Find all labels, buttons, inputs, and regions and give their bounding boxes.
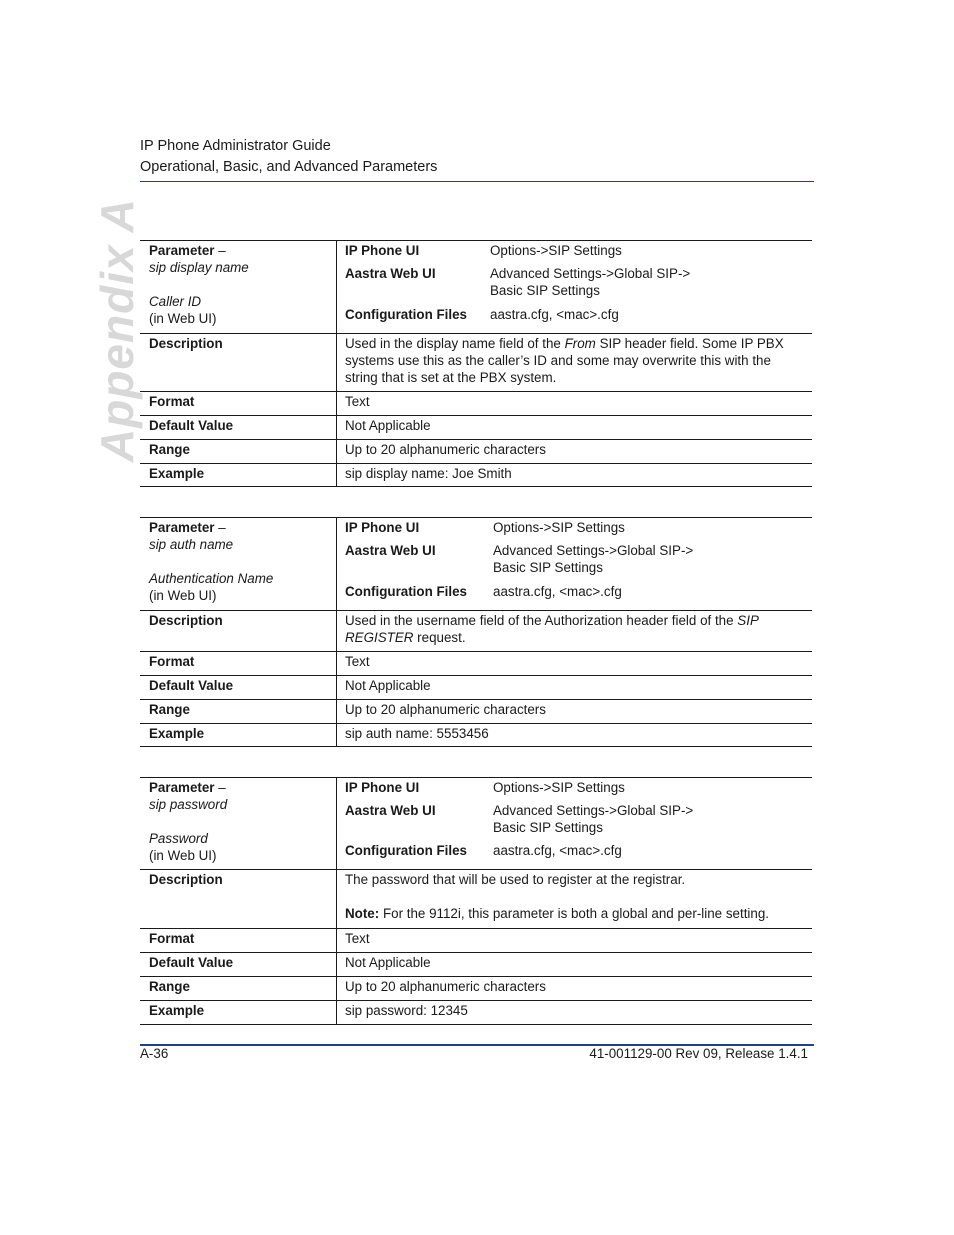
table-row: Range Up to 20 alphanumeric characters xyxy=(140,699,812,723)
table-row: Format Text xyxy=(140,391,812,415)
table-row: Default Value Not Applicable xyxy=(140,952,812,976)
web-ui-path: Advanced Settings->Global SIP-> Basic SIP Settings xyxy=(493,803,694,835)
description-text: Used in the display name field of the From SIP header field. Some IP PBX systems use this as the caller’s ID and some may overwrite this with the string that is set at the PBX system. xyxy=(345,336,784,385)
header-subtitle: Operational, Basic, and Advanced Parameters xyxy=(140,159,438,175)
table-row: Example sip password: 12345 xyxy=(140,1000,812,1024)
header-title: IP Phone Administrator Guide xyxy=(140,138,331,154)
ip-phone-ui-path: Options->SIP Settings xyxy=(490,243,622,258)
appendix-side-tab: Appendix A xyxy=(91,198,143,462)
location-cell: IP Phone UI Options->SIP Settings Aastra Web UI Advanced Settings->Global SIP-> Basic SIP Settings Configuration Files aastra.cfg, <mac>.cfg xyxy=(337,518,812,610)
table-row xyxy=(140,241,812,333)
web-ui-path: Advanced Settings->Global SIP-> Basic SIP Settings xyxy=(490,266,691,299)
config-files: aastra.cfg, <mac>.cfg xyxy=(490,306,619,322)
web-ui-path: Advanced Settings->Global SIP-> Basic SIP Settings xyxy=(493,543,694,576)
web-ui-name: Authentication Name xyxy=(149,571,274,586)
location-cell: IP Phone UI Options->SIP Settings Aastra Web UI Advanced Settings->Global SIP-> Basic SIP Settings Configuration Files aastra.cfg, <mac>.cfg xyxy=(337,241,812,333)
parameter-cell: Parameter – sip display name Caller ID (in Web UI) xyxy=(140,241,337,333)
description-text: Used in the username field of the Authorization header field of the SIP REGISTER request. xyxy=(345,613,759,645)
table-row xyxy=(140,518,812,610)
table-row xyxy=(140,778,812,869)
page-header xyxy=(140,136,437,178)
parameter-name: sip display name xyxy=(149,260,249,275)
parameter-name: sip auth name xyxy=(149,537,234,552)
table-row: Description Used in the display name field of the From SIP header field. Some IP PBX systems use this as the caller’s ID and some may overwrite this with the string that is set at the PBX system. xyxy=(140,333,812,391)
ip-phone-ui-path: Options->SIP Settings xyxy=(493,780,625,795)
page-number: A-36 xyxy=(140,1046,169,1061)
table-row: Format Text xyxy=(140,651,812,675)
table-row: Range Up to 20 alphanumeric characters xyxy=(140,439,812,463)
parameter-table-sip-password xyxy=(140,777,812,1025)
table-row: Default Value Not Applicable xyxy=(140,415,812,439)
table-row: Range Up to 20 alphanumeric characters xyxy=(140,976,812,1000)
parameter-name: sip password xyxy=(149,797,228,812)
table-row: Example sip auth name: 5553456 xyxy=(140,723,812,746)
document-revision: 41-001129-00 Rev 09, Release 1.4.1 xyxy=(589,1046,808,1061)
parameter-cell: Parameter – sip auth name Authentication Name (in Web UI) xyxy=(140,518,337,610)
note: Note: For the 9112i, this parameter is both a global and per-line setting. xyxy=(345,906,770,921)
description-text: The password that will be used to register at the registrar. Note: For the 9112i, this parameter is both a global and per-line setting. xyxy=(337,870,812,928)
parameter-cell: Parameter – sip password Password (in Web UI) xyxy=(140,778,337,869)
web-ui-name: Caller ID xyxy=(149,294,202,309)
parameter-table-sip-auth-name xyxy=(140,517,812,747)
web-ui-name: Password xyxy=(149,831,208,846)
table-row: Description The password that will be used to register at the registrar. Note: For the 9112i, this parameter is both a global and per-line setting. xyxy=(140,869,812,928)
ip-phone-ui-path: Options->SIP Settings xyxy=(493,520,625,535)
parameter-table-sip-display-name xyxy=(140,240,812,487)
config-files: aastra.cfg, <mac>.cfg xyxy=(493,583,622,599)
table-row: Default Value Not Applicable xyxy=(140,675,812,699)
header-rule xyxy=(140,181,814,182)
table-row: Example sip display name: Joe Smith xyxy=(140,463,812,486)
table-row: Format Text xyxy=(140,928,812,952)
table-row: Description Used in the username field of the Authorization header field of the SIP REGISTER request. xyxy=(140,610,812,651)
location-cell: IP Phone UI Options->SIP Settings Aastra Web UI Advanced Settings->Global SIP-> Basic SIP Settings Configuration Files aastra.cfg, <mac>.cfg xyxy=(337,778,812,869)
config-files: aastra.cfg, <mac>.cfg xyxy=(493,843,622,858)
parameter-label: Parameter xyxy=(149,243,215,258)
